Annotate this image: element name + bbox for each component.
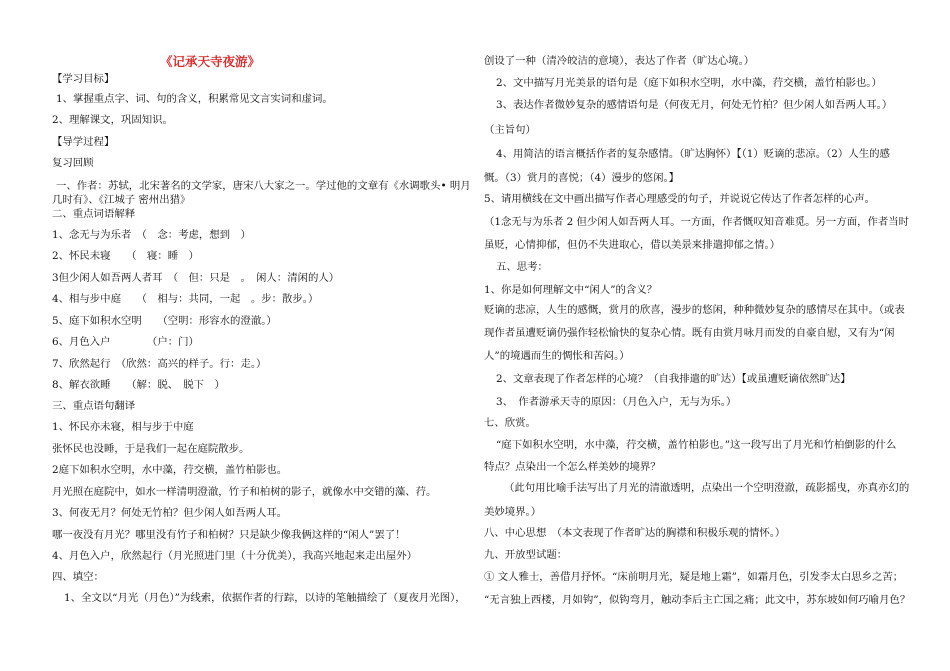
text-line: 几时有》、《江城子 密州出猎》: [52, 194, 191, 206]
text-line: 人”的境遇而生的惆怅和苦闷。）: [484, 350, 630, 362]
text-line: 哪一夜没有月光？哪里没有竹子和柏树？只是缺少像我俩这样的“闲人”罢了！: [52, 529, 406, 541]
text-line: 月光照在庭院中，如水一样清明澄澈，竹子和柏树的影子，就像水中交错的藻、荇。: [52, 486, 437, 498]
text-line: 特点？点染出一个怎么样美妙的境界？: [484, 461, 661, 473]
text-line: 1、全文以“月光（月色）”为线索，依据作者的行踪，以诗的笔触描绘了（夏夜月光图），: [64, 592, 466, 604]
text-line: “庭下如积水空明，水中藻，荇交横，盖竹柏影也。”这一段写出了月光和竹柏倒影的什么: [496, 439, 897, 451]
text-line: 一、作者：苏轼，北宋著名的文学家，唐宋八大家之一。学过他的文章有《水调歌头• 明月: [56, 180, 471, 192]
text-line: “无言独上西楼，月如钩”，似钩弯月，触动李后主亡国之痛；此文中，苏东坡如何巧喻月色？: [484, 594, 911, 606]
text-line: 5、请用横线在文中画出描写作者心理感受的句子，并说说它传达了作者怎样的心声。: [484, 193, 876, 205]
page-title: 《记承天寺夜游》: [160, 54, 261, 69]
text-line: 二、重点词语解释: [52, 208, 136, 220]
text-line: 美妙境界。）: [484, 506, 542, 518]
text-line: 慨。（3）赏月的喜悦；（4）漫步的悠闲。】: [484, 172, 680, 184]
text-line: 1、怀民亦未寝，相与步于中庭: [52, 421, 194, 433]
text-line: 三、重点语句翻译: [52, 400, 136, 412]
text-line: 四、填空：: [52, 571, 104, 583]
text-line: 4、相与步中庭 （ 相与：共同，一起 。步：散步。）: [52, 293, 319, 305]
text-line: 五、思考：: [496, 261, 548, 273]
text-line: （1念无与为乐者 2 但少闲人如吾两人耳。一方面，作者慨叹知音难觅。另一方面，作者当时: [484, 216, 910, 228]
text-line: 2、理解课文，巩固知识。: [52, 114, 173, 126]
text-line: 1、掌握重点字、词、句的含义，积累常见文言实词和虚词。: [56, 93, 333, 105]
text-line: 7、欣然起行 （欣然：高兴的样子。行：走。）: [52, 358, 267, 370]
text-line: 创设了一种（清冷皎洁的意境），表达了作者（旷达心境。）: [484, 55, 755, 67]
text-line: （此句用比喻手法写出了月光的清澈透明，点染出一个空明澄澈，疏影摇曳，亦真亦幻的: [504, 482, 910, 494]
text-line: 贬谪的悲凉，人生的感慨，赏月的欣喜，漫步的悠闲，种种微妙复杂的感情尽在其中。（或表: [484, 304, 905, 316]
text-line: 虽贬，心情抑郁，但仍不失进取心，借以美景来排遣抑郁之情。）: [484, 239, 781, 251]
text-line: 6、月色入户 （户：门）: [52, 336, 199, 348]
section-heading-process: 【导学过程】: [52, 136, 115, 148]
text-line: 2、怀民未寝 （ 寝：睡 ）: [52, 250, 199, 262]
text-line: 九、开放型试题：: [484, 549, 568, 561]
text-line: 复习回顾: [52, 157, 94, 169]
text-line: ① 文人雅士，善借月抒怀。“床前明月光，疑是地上霜”，如霜月色，引发李太白思乡之苦；: [484, 571, 904, 583]
text-line: 1、你是如何理解文中“闲人”的含义？: [484, 284, 658, 296]
text-line: 5、庭下如积水空明 （空明：形容水的澄澈。）: [52, 315, 277, 327]
section-heading-goals: 【学习目标】: [52, 73, 115, 85]
text-line: 3、何夜无月？何处无竹柏？但少闲人如吾两人耳。: [52, 507, 288, 519]
text-line: 3、 作者游承天寺的原因：（月色入户，无与为乐。）: [496, 396, 737, 408]
text-line: 2、文中描写月光美景的语句是（庭下如积水空明，水中藻，荇交横，盖竹柏影也。）: [496, 77, 882, 89]
text-line: 2庭下如积水空明，水中藻，荇交横，盖竹柏影也。: [52, 464, 288, 476]
text-line: 3但少闲人如吾两人者耳 （ 但：只是 。 闲人：清闲的人）: [52, 272, 340, 284]
text-line: 八、中心思想 （本文表现了作者旷达的胸襟和积极乐观的情怀。）: [484, 527, 786, 539]
text-line: （主旨句）: [484, 124, 536, 136]
text-line: 张怀民也没睡，于是我们一起在庭院散步。: [52, 443, 250, 455]
text-line: 4、月色入户，欣然起行（月光照进门里（十分优美），我高兴地起来走出屋外）: [52, 550, 418, 562]
text-line: 8、解衣欲睡 （解：脱、 脱下 ）: [52, 379, 225, 391]
text-line: 现作者虽遭贬谪仍强作轻松愉快的复杂心情。既有由赏月咏月而发的自豪自慰，又有为“闲: [484, 327, 895, 339]
text-line: 4、用简洁的语言概括作者的复杂感情。（旷达胸怀）【（1）贬谪的悲凉。（2）人生的感: [496, 148, 890, 160]
text-line: 1、念无与为乐者 （ 念：考虑，想到 ）: [52, 229, 251, 241]
text-line: 2、文章表现了作者怎样的心境？（自我排遣的旷达）【或虽遭贬谪依然旷达】: [496, 373, 851, 385]
text-line: 七、欣赏。: [484, 417, 536, 429]
text-line: 3、表达作者微妙复杂的感情语句是（何夜无月，何处无竹柏？但少闲人如吾两人耳。）: [496, 99, 893, 111]
